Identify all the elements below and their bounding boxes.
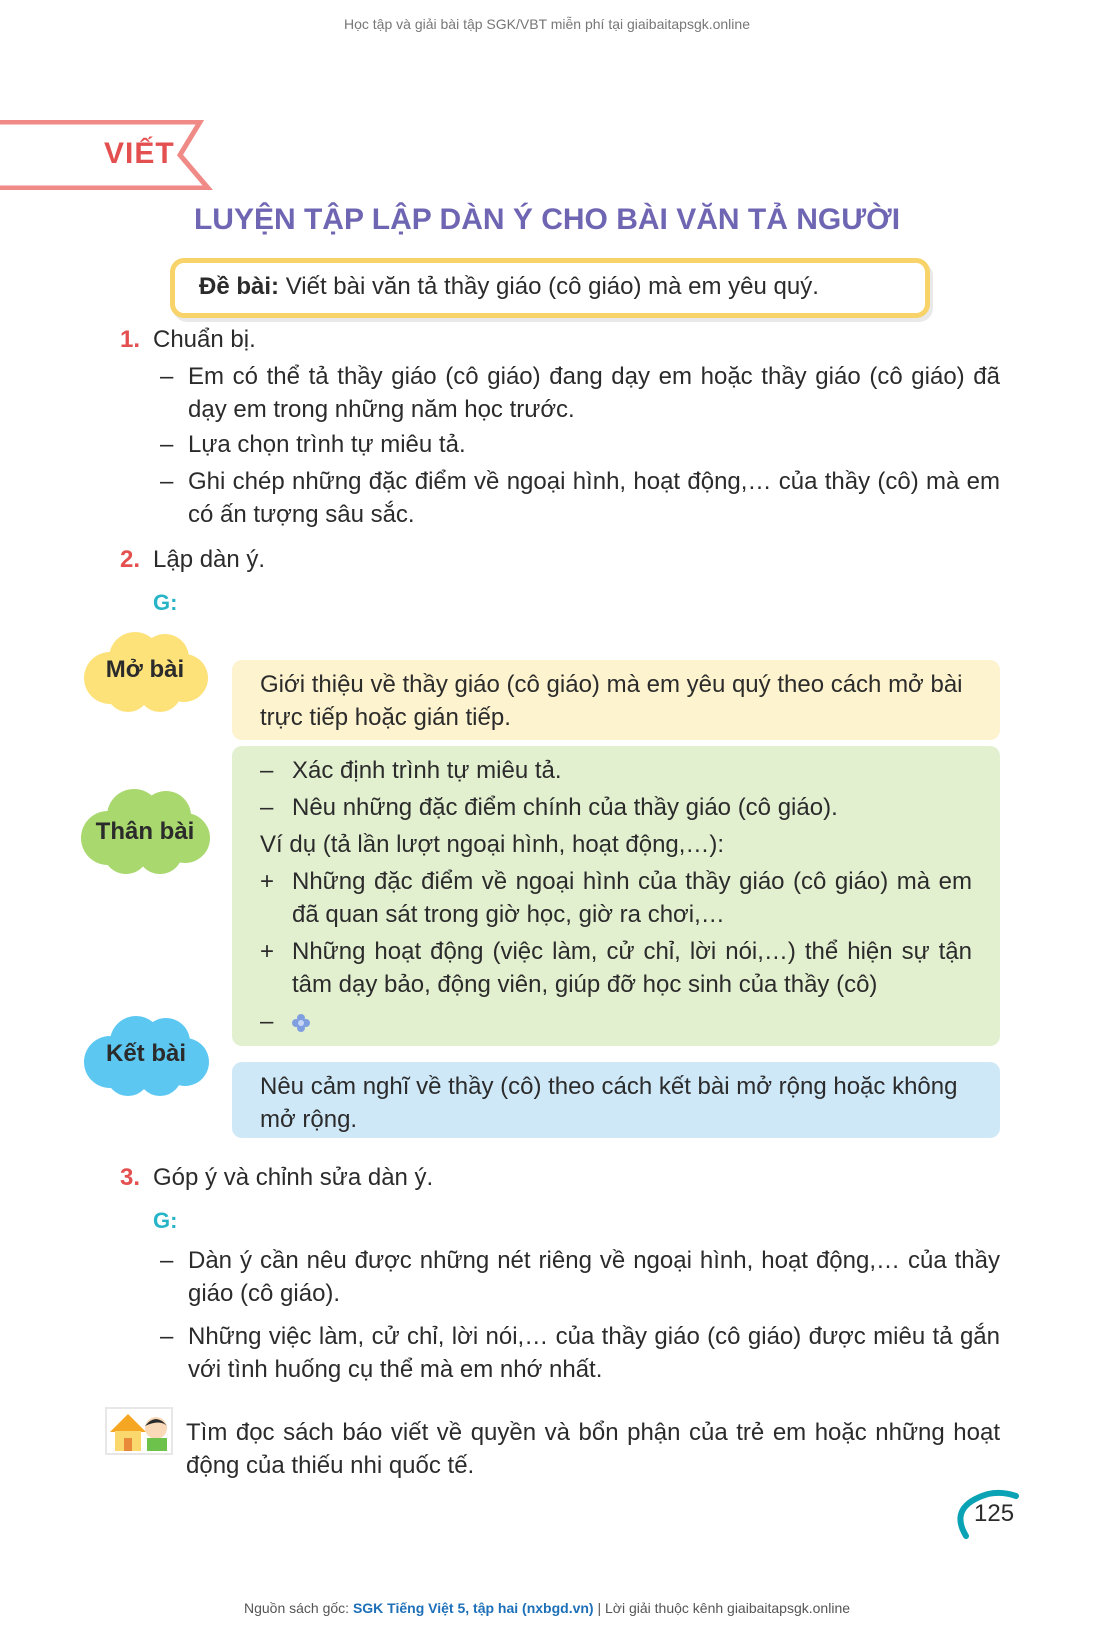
step3-number: 3. [120,1164,141,1191]
step1-item-text: Em có thể tả thầy giáo (cô giáo) đang dạy em hoặc thầy giáo (cô giáo) đã dạy em trong những năm học trước. [188,363,1000,423]
plus-marker: + [260,938,275,965]
close-text: Nêu cảm nghĩ về thầy (cô) theo cách kết bài mở rộng hoặc không mở rộng. [260,1073,958,1133]
body-line-text: Xác định trình tự miêu tả. [292,757,562,784]
dash-marker: – [160,431,174,458]
open-label: Mở bài [105,656,185,683]
dash-marker: – [160,1323,174,1350]
body-plus-text: Những hoạt động (việc làm, cử chỉ, lời nói,…) thể hiện sự tận tâm dạy bảo, động viên, giúp đỡ học sinh của thầy (cô) [292,938,972,998]
step2-number: 2. [120,546,141,573]
step3-item-text: Dàn ý cần nêu được những nét riêng về ngoại hình, hoạt động,… của thầy giáo (cô giáo). [188,1247,1000,1307]
body-box [232,746,1000,1046]
close-cloud [80,1012,212,1098]
dash-marker: – [160,1247,174,1274]
body-cloud [78,786,212,876]
dash-marker: – [260,794,274,821]
body-plus-item [260,935,972,1001]
dash-marker: – [160,363,174,390]
footer-separator: | [597,1600,602,1616]
step3-g-label: G: [153,1208,178,1233]
open-text: Giới thiệu về thầy giáo (cô giáo) mà em yêu quý theo cách mở bài trực tiếp hoặc gián tiếp. [260,671,963,731]
step1-item [160,428,1000,461]
top-banner: Học tập và giải bài tập SGK/VBT miễn phí tại giaibaitapsgk.online [344,16,750,32]
step1-item-text: Lựa chọn trình tự miêu tả. [188,431,466,458]
step3-title: Góp ý và chỉnh sửa dàn ý. [153,1164,434,1191]
page-number: 125 [974,1500,1015,1527]
step2-title: Lập dàn ý. [153,546,266,573]
body-plus-item [260,865,972,931]
house-child-icon [104,1402,176,1456]
step3-item [160,1320,1000,1386]
footer-prefix: Nguồn sách gốc: [243,1600,350,1616]
step1-title: Chuẩn bị. [153,326,256,353]
body-plus-text: Những đặc điểm về ngoại hình của thầy giáo (cô giáo) mà em đã quan sát trong giờ học, giờ ra chơi,… [292,868,972,928]
footer [0,1600,1094,1616]
body-label: Thân bài [95,818,195,845]
body-line [260,754,972,787]
topic-label: Đề bài: [199,273,280,300]
dash-marker: – [160,468,174,495]
footer-suffix: Lời giải thuộc kênh giaibaitapsgk.online [605,1600,851,1616]
close-label: Kết bài [105,1040,186,1067]
body-line [260,791,972,824]
page-number-badge [944,1484,1024,1540]
step3-item [160,1244,1000,1310]
flower-icon [292,1014,310,1032]
footer-source-link[interactable]: SGK Tiếng Việt 5, tập hai (nxbgd.vn) [352,1600,594,1616]
open-box [232,660,1000,740]
page-title: LUYỆN TẬP LẬP DÀN Ý CHO BÀI VĂN TẢ NGƯỜI [193,203,901,236]
section-tag [0,120,215,190]
reading-suggestion: Tìm đọc sách báo viết về quyền và bổn phận của trẻ em hoặc những hoạt động của thiếu nhi quốc tế. [186,1419,1000,1479]
step2-g-label: G: [153,590,178,615]
section-tag-label: VIẾT [104,137,175,170]
plus-marker: + [260,868,275,895]
body-example: Ví dụ (tả lần lượt ngoại hình, hoạt động,…): [260,831,725,858]
topic-text: Viết bài văn tả thầy giáo (cô giáo) mà em yêu quý. [285,273,819,300]
open-cloud [80,628,210,714]
dash-marker: – [260,1008,274,1035]
dash-marker: – [260,757,274,784]
step1-number: 1. [120,326,141,353]
close-box [232,1062,1000,1138]
body-line-text: Nêu những đặc điểm chính của thầy giáo (cô giáo). [292,794,838,821]
step1-item [160,465,1000,531]
step1-item [160,360,1000,426]
body-extra-line [260,1005,972,1038]
step3-item-text: Những việc làm, cử chỉ, lời nói,… của thầy giáo (cô giáo) được miêu tả gắn với tình huống cụ thể mà em nhớ nhất. [188,1323,1000,1383]
topic-box [170,258,930,318]
step1-item-text: Ghi chép những đặc điểm về ngoại hình, hoạt động,… của thầy (cô) mà em có ấn tượng sâu sắc. [188,468,1000,528]
